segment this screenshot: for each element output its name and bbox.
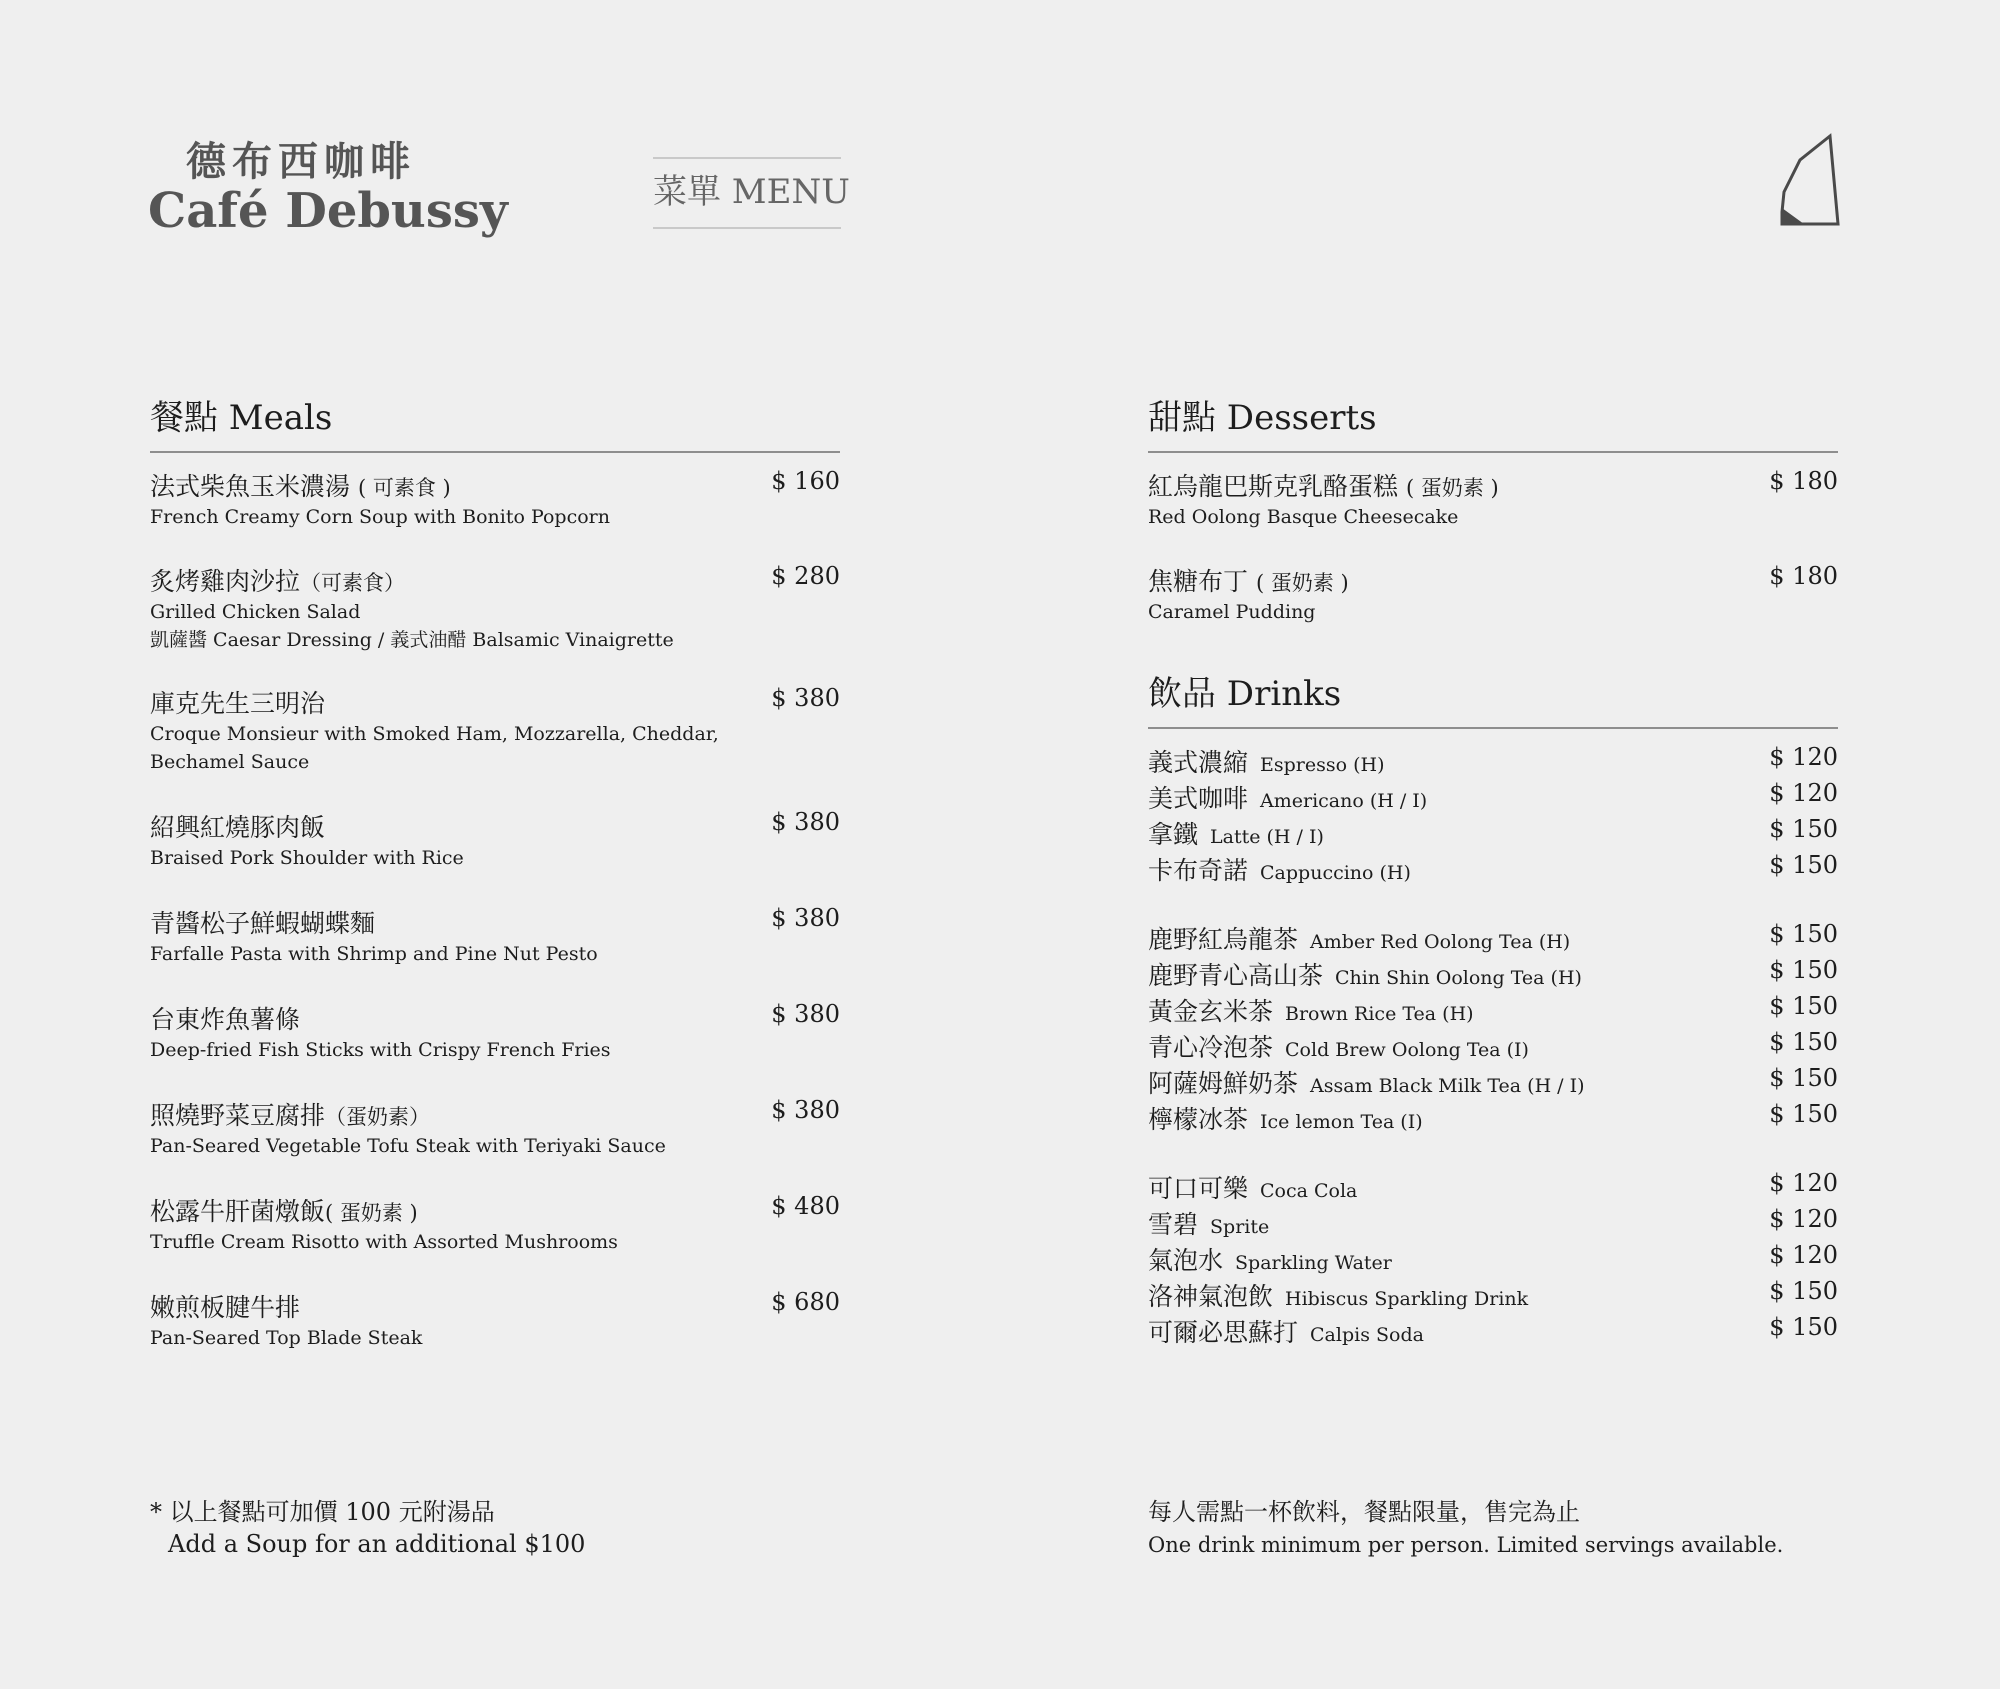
drink-name-cn: 拿鐵 (1148, 820, 1199, 849)
drink-row (1148, 956, 1838, 990)
drink-name-cn: 氣泡水 (1148, 1246, 1224, 1275)
item-name-en: Deep-fried Fish Sticks with Crispy French Fries (150, 1039, 611, 1061)
drink-price: $ 150 (1769, 1064, 1838, 1092)
item-name-en: Red Oolong Basque Cheesecake (1148, 506, 1459, 528)
brand-name-english: Café Debussy (148, 183, 508, 239)
drink-price: $ 150 (1769, 992, 1838, 1020)
drink-name-en: Chin Shin Oolong Tea (H) (1335, 967, 1582, 989)
drink-price: $ 120 (1769, 1205, 1838, 1233)
drink-name-en: Latte (H / I) (1210, 826, 1324, 848)
item-name-cn: 台東炸魚薯條 (150, 1005, 301, 1034)
section-title-meals: 餐點 Meals (150, 390, 840, 453)
item-name-en-continued: Bechamel Sauce (150, 751, 310, 773)
drink-price: $ 150 (1769, 851, 1838, 879)
item-tag: （蛋奶素） (325, 1105, 431, 1129)
item-name-cn: 紅烏龍巴斯克乳酪蛋糕 (1148, 472, 1399, 501)
item-tag: ( 蛋奶素 ) (1255, 571, 1349, 595)
drink-price: $ 150 (1769, 1028, 1838, 1056)
drink-row (1148, 851, 1838, 885)
drink-price: $ 150 (1769, 1313, 1838, 1341)
drink-name-cn: 可口可樂 (1148, 1174, 1249, 1203)
drink-row (1148, 992, 1838, 1026)
drink-price: $ 150 (1769, 956, 1838, 984)
item-price: $ 380 (771, 904, 840, 932)
drink-row (1148, 1028, 1838, 1062)
drink-name-cn: 可爾必思蘇打 (1148, 1318, 1299, 1347)
drink-row (1148, 1205, 1838, 1239)
item-tag: ( 可素食 ) (357, 476, 451, 500)
drink-name-en: Ice lemon Tea (I) (1260, 1111, 1423, 1133)
drink-row (1148, 920, 1838, 954)
drink-price: $ 120 (1769, 1169, 1838, 1197)
menu-label: 菜單 MENU (653, 157, 841, 229)
item-tag: ( 蛋奶素 ) (1405, 476, 1499, 500)
drink-name-cn: 卡布奇諾 (1148, 856, 1249, 885)
drink-name-en: Assam Black Milk Tea (H / I) (1310, 1075, 1585, 1097)
drink-row (1148, 743, 1838, 777)
drink-row (1148, 1100, 1838, 1134)
drink-price: $ 150 (1769, 815, 1838, 843)
logo-icon (1780, 132, 1840, 228)
drink-name-cn: 鹿野紅烏龍茶 (1148, 925, 1299, 954)
drink-price: $ 150 (1769, 1277, 1838, 1305)
item-price: $ 180 (1769, 562, 1838, 590)
soup-addon-note-cn: * 以上餐點可加價 100 元附湯品 (150, 1498, 495, 1526)
item-tag: ( 蛋奶素 ) (325, 1201, 418, 1225)
item-name-en: Pan-Seared Vegetable Tofu Steak with Teriyaki Sauce (150, 1135, 666, 1157)
item-price: $ 160 (771, 467, 840, 495)
drink-row (1148, 1277, 1838, 1311)
drink-name-en: Sprite (1210, 1216, 1270, 1238)
item-name-cn: 紹興紅燒豚肉飯 (150, 813, 326, 842)
brand-name-chinese: 德布西咖啡 (186, 138, 416, 185)
drink-name-en: Hibiscus Sparkling Drink (1285, 1288, 1529, 1310)
item-price: $ 680 (771, 1288, 840, 1316)
item-name-cn: 嫩煎板腱牛排 (150, 1293, 301, 1322)
item-price: $ 280 (771, 562, 840, 590)
item-price: $ 380 (771, 808, 840, 836)
item-name-en: Farfalle Pasta with Shrimp and Pine Nut Pesto (150, 943, 598, 965)
item-price: $ 180 (1769, 467, 1838, 495)
drink-name-cn: 阿薩姆鮮奶茶 (1148, 1069, 1299, 1098)
item-name-en: Pan-Seared Top Blade Steak (150, 1327, 423, 1349)
item-name-en: Braised Pork Shoulder with Rice (150, 847, 464, 869)
drink-name-en: Amber Red Oolong Tea (H) (1310, 931, 1571, 953)
section-title-drinks: 飲品 Drinks (1148, 666, 1838, 729)
drink-name-cn: 黃金玄米茶 (1148, 997, 1274, 1026)
item-name-en: Caramel Pudding (1148, 601, 1316, 623)
drink-row (1148, 779, 1838, 813)
item-name-en: Grilled Chicken Salad (150, 601, 361, 623)
drink-row (1148, 1241, 1838, 1275)
drink-row (1148, 1313, 1838, 1347)
item-price: $ 380 (771, 1096, 840, 1124)
item-name-cn: 炙烤雞肉沙拉 (150, 567, 301, 596)
drink-name-en: Brown Rice Tea (H) (1285, 1003, 1474, 1025)
drink-name-cn: 檸檬冰茶 (1148, 1105, 1249, 1134)
item-price: $ 380 (771, 684, 840, 712)
item-name-cn: 松露牛肝菌燉飯 (150, 1197, 326, 1226)
item-name-cn: 法式柴魚玉米濃湯 (150, 472, 351, 501)
item-name-cn: 青醬松子鮮蝦蝴蝶麵 (150, 909, 376, 938)
item-name-cn: 照燒野菜豆腐排 (150, 1101, 326, 1130)
drink-row (1148, 1169, 1838, 1203)
drink-price: $ 120 (1769, 743, 1838, 771)
soup-addon-note-en: Add a Soup for an additional $100 (168, 1530, 586, 1558)
item-tag: （可素食） (300, 571, 406, 595)
drink-price: $ 120 (1769, 1241, 1838, 1269)
drink-name-en: Cappuccino (H) (1260, 862, 1411, 884)
drink-name-en: Americano (H / I) (1260, 790, 1428, 812)
drink-name-cn: 青心冷泡茶 (1148, 1033, 1274, 1062)
item-price: $ 480 (771, 1192, 840, 1220)
drink-name-en: Cold Brew Oolong Tea (I) (1285, 1039, 1529, 1061)
drink-name-en: Calpis Soda (1310, 1324, 1424, 1346)
drink-row (1148, 815, 1838, 849)
item-name-cn: 焦糖布丁 (1148, 567, 1249, 596)
item-price: $ 380 (771, 1000, 840, 1028)
drink-price: $ 120 (1769, 779, 1838, 807)
drink-name-en: Coca Cola (1260, 1180, 1358, 1202)
drink-name-cn: 美式咖啡 (1148, 784, 1249, 813)
drink-row (1148, 1064, 1838, 1098)
drink-name-cn: 鹿野青心高山茶 (1148, 961, 1324, 990)
drink-price: $ 150 (1769, 920, 1838, 948)
drink-name-cn: 義式濃縮 (1148, 748, 1249, 777)
drink-minimum-note-en: One drink minimum per person. Limited servings available. (1148, 1533, 1784, 1557)
drink-name-cn: 洛神氣泡飲 (1148, 1282, 1274, 1311)
drink-name-en: Espresso (H) (1260, 754, 1385, 776)
item-name-cn: 庫克先生三明治 (150, 689, 326, 718)
drink-name-en: Sparkling Water (1235, 1252, 1392, 1274)
section-title-desserts: 甜點 Desserts (1148, 390, 1838, 453)
drink-name-cn: 雪碧 (1148, 1210, 1199, 1239)
drink-minimum-note-cn: 每人需點一杯飲料，餐點限量，售完為止 (1148, 1498, 1580, 1526)
item-name-en: French Creamy Corn Soup with Bonito Popcorn (150, 506, 610, 528)
item-name-en: Truffle Cream Risotto with Assorted Mushrooms (150, 1231, 618, 1253)
item-sauce-options: 凱薩醬 Caesar Dressing / 義式油醋 Balsamic Vinaigrette (150, 629, 674, 651)
drink-price: $ 150 (1769, 1100, 1838, 1128)
item-name-en: Croque Monsieur with Smoked Ham, Mozzarella, Cheddar, (150, 723, 719, 745)
